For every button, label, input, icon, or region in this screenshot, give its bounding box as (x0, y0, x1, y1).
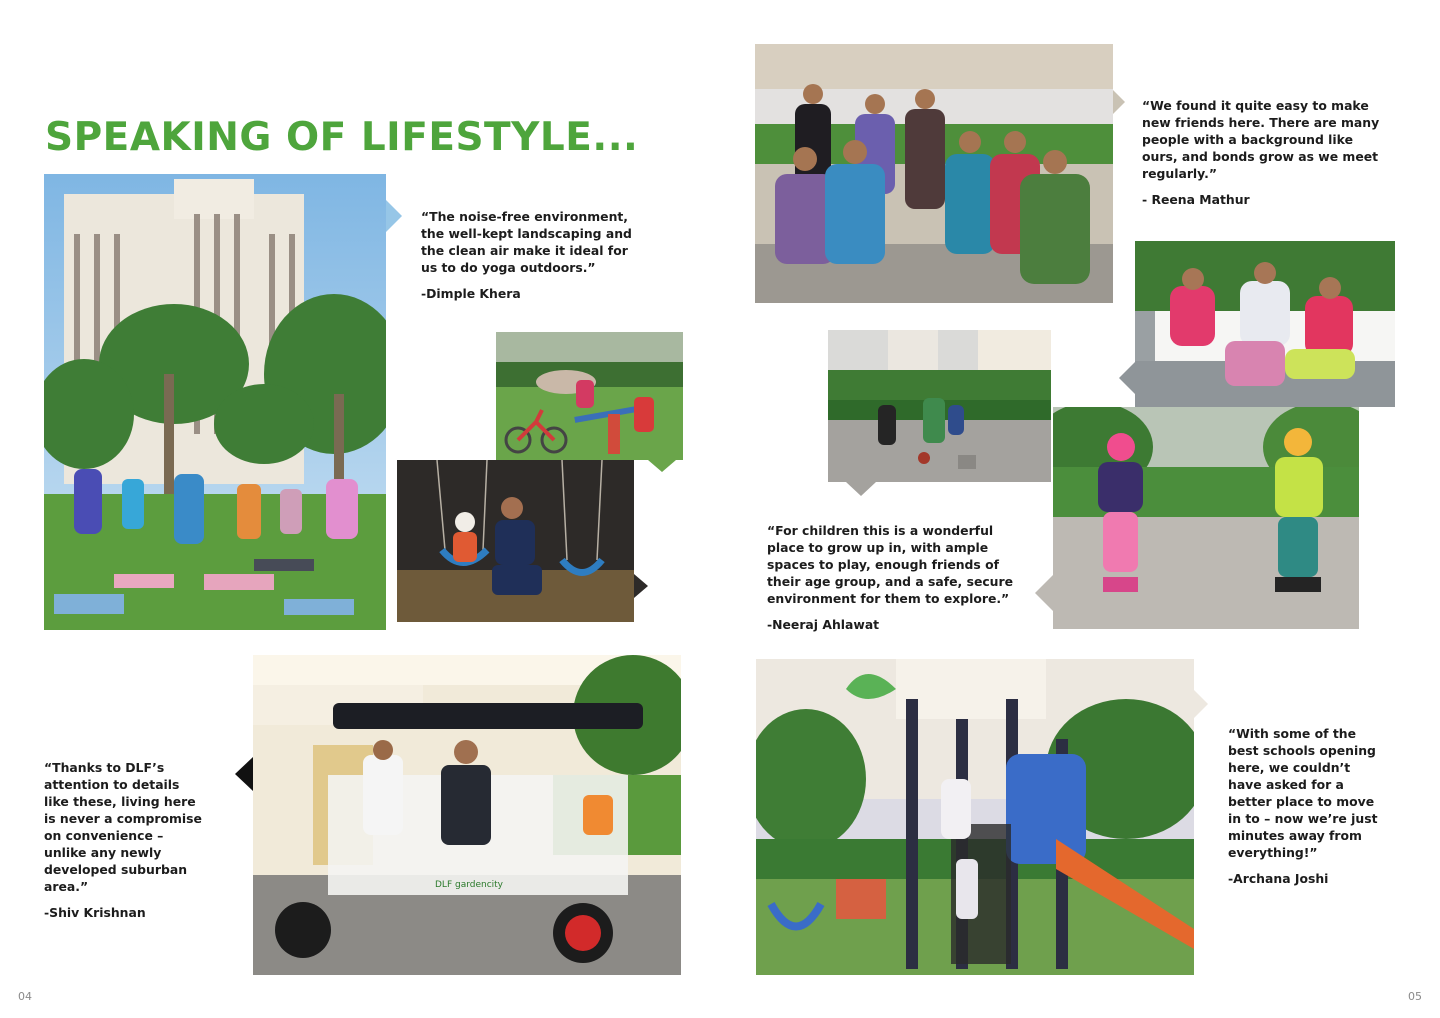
right-page-number: 05 (1408, 990, 1422, 1003)
page-title: SPEAKING OF LIFESTYLE... (45, 115, 639, 160)
quote-archana-author: -Archana Joshi (1228, 871, 1329, 886)
quote-shiv-krishnan (44, 759, 204, 921)
football-photo (828, 330, 1051, 482)
swing-photo (397, 460, 634, 622)
skating-photo (1053, 407, 1359, 629)
quote-reena-mathur (1142, 97, 1382, 208)
quote-dimple-khera (421, 208, 636, 302)
quote-archana-text: “With some of the best schools opening here, we couldn’t have asked for a better place to move in to – now we’re just minutes away from everything!” (1228, 726, 1378, 860)
quote-dimple-text: “The noise-free environment, the well-kept landscaping and the clean air make it ideal for us to do yoga outdoors.” (421, 209, 632, 275)
ladies-photo-pointer (1113, 90, 1125, 114)
seesaw-photo-pointer (648, 460, 676, 472)
playground-photo-pointer (1194, 690, 1208, 718)
football-photo-pointer (846, 482, 876, 496)
quote-neeraj-text: “For children this is a wonderful place to grow up in, with ample spaces to play, enough friends of their age group, and a safe, secure environment for them to explore.” (767, 523, 1014, 606)
ladies-group-photo (755, 44, 1113, 303)
quote-neeraj-ahlawat (767, 522, 1027, 633)
left-page-number: 04 (18, 990, 32, 1003)
rickshaw-photo-pointer (235, 757, 253, 791)
seesaw-photo (496, 332, 683, 460)
skating-photo-pointer (1035, 575, 1053, 611)
rickshaw-logo-text: DLF gardencity (435, 880, 504, 890)
quote-archana-joshi (1228, 725, 1378, 887)
quote-neeraj-author: -Neeraj Ahlawat (767, 617, 880, 632)
girls-bench-pointer (1119, 362, 1135, 394)
quote-shiv-author: -Shiv Krishnan (44, 905, 146, 920)
yoga-photo-pointer (386, 200, 402, 232)
quote-reena-text: “We found it quite easy to make new friends here. There are many people with a background like ours, and bonds grow as we meet regularly.” (1142, 98, 1380, 181)
rickshaw-photo (253, 655, 681, 975)
yoga-photo (44, 174, 386, 630)
quote-shiv-text: “Thanks to DLF’s attention to details like these, living here is never a compromise on convenience – unlike any newly developed suburban area.” (44, 760, 202, 894)
girls-bench-photo (1135, 241, 1395, 407)
quote-dimple-author: -Dimple Khera (421, 286, 521, 301)
playground-photo (756, 659, 1194, 975)
swing-photo-pointer (634, 574, 648, 598)
quote-reena-author: - Reena Mathur (1142, 192, 1250, 207)
